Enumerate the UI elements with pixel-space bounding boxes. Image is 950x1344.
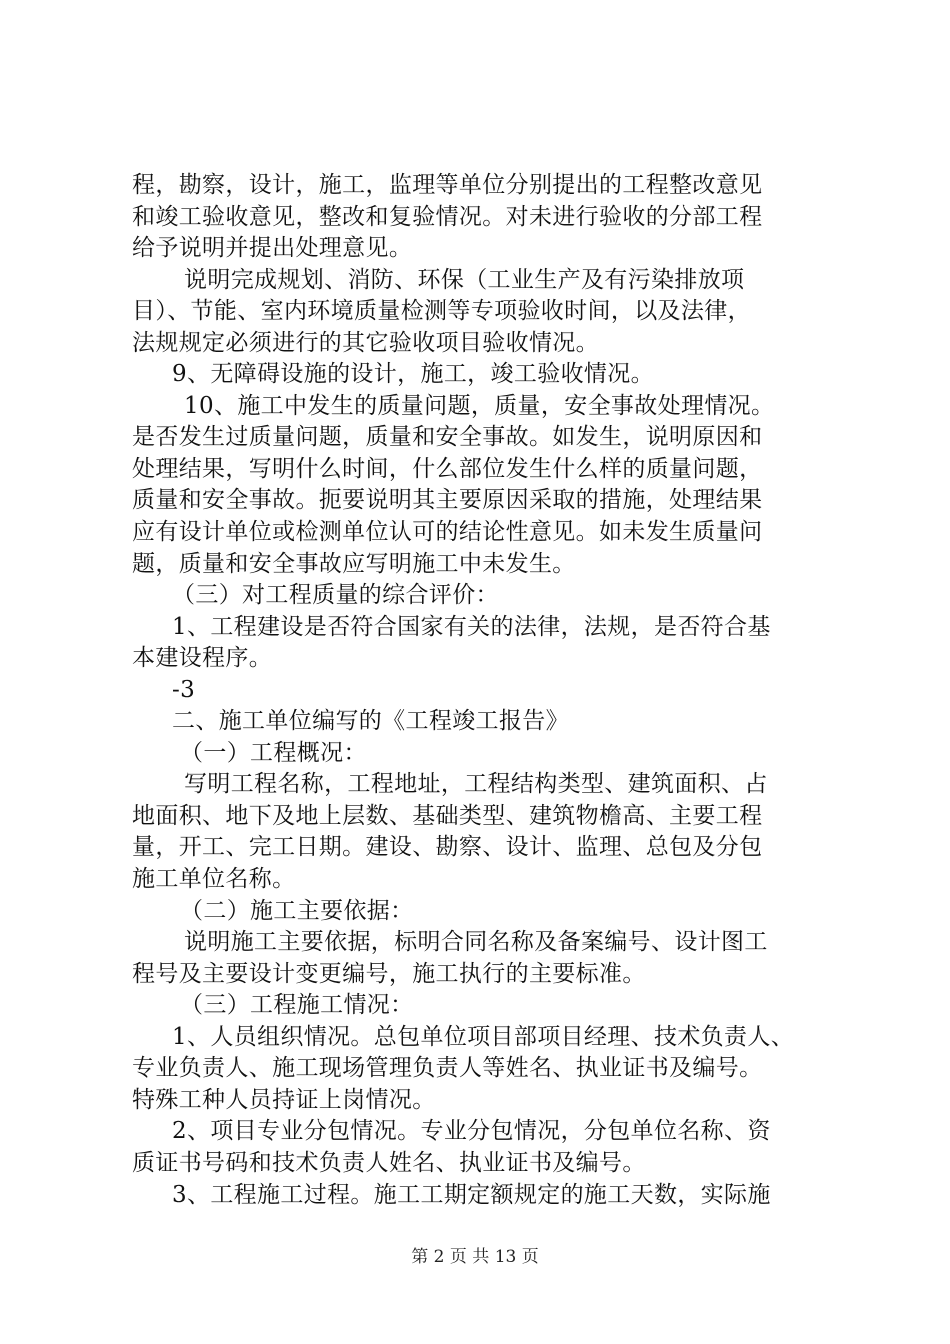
section-heading: 二、施工单位编写的《工程竣工报告》 (172, 708, 569, 735)
document-body (132, 170, 852, 1211)
text-line: 和竣工验收意见，整改和复验情况。对未进行验收的分部工程 (132, 203, 763, 230)
text-line: 1、人员组织情况。总包单位项目部项目经理、技术负责人、 (172, 1023, 795, 1050)
text-line: 1、工程建设是否符合国家有关的法律，法规，是否符合基 (172, 613, 771, 640)
section-heading: （二）施工主要依据： (180, 897, 414, 924)
page-footer (0, 1242, 950, 1267)
section-heading: （三）工程施工情况： (180, 992, 414, 1019)
text-line: 说明施工主要依据，标明合同名称及备案编号、设计图工 (184, 929, 768, 956)
text-line: 专业负责人、施工现场管理负责人等姓名、执业证书及编号。 (132, 1055, 763, 1082)
text-line: 9、无障碍设施的设计，施工，竣工验收情况。 (172, 361, 654, 388)
text-line: 施工单位名称。 (132, 866, 296, 893)
text-line: 地面积、地下及地上层数、基础类型、建筑物檐高、主要工程 (132, 802, 763, 829)
text-line: 质证书号码和技术负责人姓名、执业证书及编号。 (132, 1149, 646, 1176)
page-number: 第 2 页 共 13 页 (411, 1247, 539, 1267)
text-line: 10、施工中发生的质量问题，质量，安全事故处理情况。 (184, 392, 775, 419)
text-line: 本建设程序。 (132, 645, 273, 672)
text-line: 程，勘察，设计，施工，监理等单位分别提出的工程整改意见 (132, 172, 763, 198)
text-line: 特殊工种人员持证上岗情况。 (132, 1086, 436, 1113)
text-line: 程号及主要设计变更编号，施工执行的主要标准。 (132, 960, 646, 987)
text-line: 说明完成规划、消防、环保（工业生产及有污染排放项 (184, 266, 745, 293)
text-line: 应有设计单位或检测单位认可的结论性意见。如未发生质量问 (132, 519, 763, 546)
text-line: 给予说明并提出处理意见。 (132, 235, 413, 262)
section-heading: （三）对工程质量的综合评价： (172, 582, 499, 609)
text-line: 写明工程名称，工程地址，工程结构类型、建筑面积、占 (184, 771, 768, 798)
page-marker: -3 (172, 676, 196, 703)
text-line: 量，开工、完工日期。建设、勘察、设计、监理、总包及分包 (132, 834, 763, 861)
text-line: 质量和安全事故。扼要说明其主要原因采取的措施，处理结果 (132, 487, 763, 514)
text-line: 题，质量和安全事故应写明施工中未发生。 (132, 550, 576, 577)
text-line: 是否发生过质量问题，质量和安全事故。如发生，说明原因和 (132, 424, 763, 451)
section-heading: （一）工程概况： (180, 739, 367, 766)
text-line: 3、工程施工过程。施工工期定额规定的施工天数，实际施 (172, 1181, 771, 1208)
text-line: 处理结果，写明什么时间，什么部位发生什么样的质量问题， (132, 455, 763, 482)
text-line: 目）、节能、室内环境质量检测等专项验收时间，以及法律， (132, 298, 751, 325)
text-line: 2、项目专业分包情况。专业分包情况，分包单位名称、资 (172, 1118, 771, 1145)
text-line: 法规规定必须进行的其它验收项目验收情况。 (132, 329, 599, 356)
